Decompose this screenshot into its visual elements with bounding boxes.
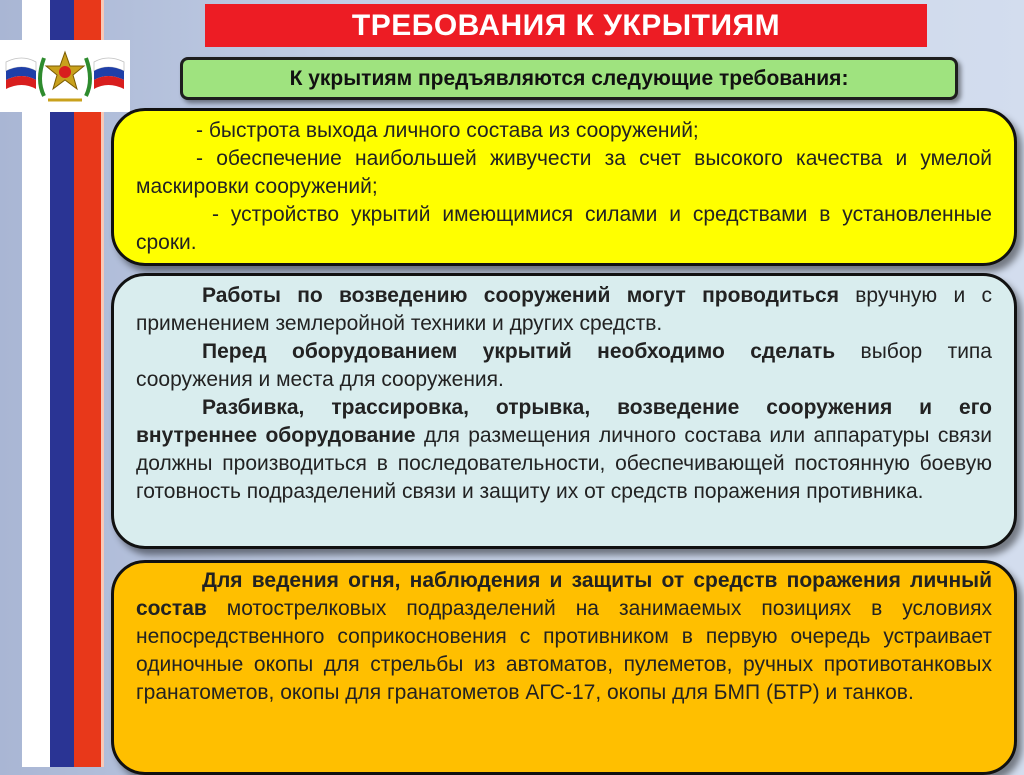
works-paragraph-text: выбор типа сооружения и места для сооружения. (136, 340, 992, 391)
subtitle-banner: К укрытиям предъявляются следующие требования: (180, 57, 958, 100)
requirement-item: - обеспечение наибольшей живучести за счет высокого качества и умелой маскировки сооружений; (136, 147, 992, 198)
trenches-paragraph-text: мотострелковых подразделений на занимаемых позициях в условиях непосредственного соприкосновения с противником в первую очередь устраивает одиночные окопы для стрельбы из автоматов, пулеметов, ручных противотанковых гранатометов, окопы для гранатометов АГС-17, окопы для БМП (БТР) и танков. (136, 597, 992, 704)
flag-stripe-white (22, 0, 50, 767)
trenches-box (111, 560, 1017, 775)
flag-stripe-blue (50, 0, 74, 767)
works-paragraph (136, 338, 992, 394)
works-paragraph (136, 282, 992, 338)
works-paragraph-bold: Перед оборудованием укрытий необходимо сделать (202, 340, 836, 363)
works-paragraph-text: для размещения личного состава или аппаратуры связи должны производиться в последовательности, обеспечивающей постоянную боевую готовность подразделений связи и защиту их от средств поражения противника. (136, 424, 992, 503)
works-paragraph-text: вручную и с применением землеройной техники и других средств. (136, 284, 992, 335)
requirement-item: - быстрота выхода личного состава из сооружений; (196, 119, 699, 142)
trenches-paragraph (136, 567, 992, 707)
emblem-panel (0, 40, 130, 112)
flag-stripe-edge (101, 0, 104, 767)
requirements-box (111, 108, 1017, 266)
trenches-paragraph-bold: Для ведения огня, наблюдения и защиты от средств поражения личный состав (136, 569, 992, 620)
page-title: ТРЕБОВАНИЯ К УКРЫТИЯМ (205, 4, 927, 47)
russian-armed-forces-emblem-icon (0, 40, 130, 112)
works-paragraph-bold: Разбивка, трассировка, отрывка, возведение сооружения и его внутреннее оборудование (136, 396, 992, 447)
flag-stripe-red (74, 0, 101, 767)
works-box (111, 273, 1017, 549)
requirement-item: - устройство укрытий имеющимися силами и средствами в установленные сроки. (136, 203, 992, 254)
works-paragraph-bold: Работы по возведению сооружений могут проводиться (202, 284, 839, 307)
works-paragraph (136, 394, 992, 506)
